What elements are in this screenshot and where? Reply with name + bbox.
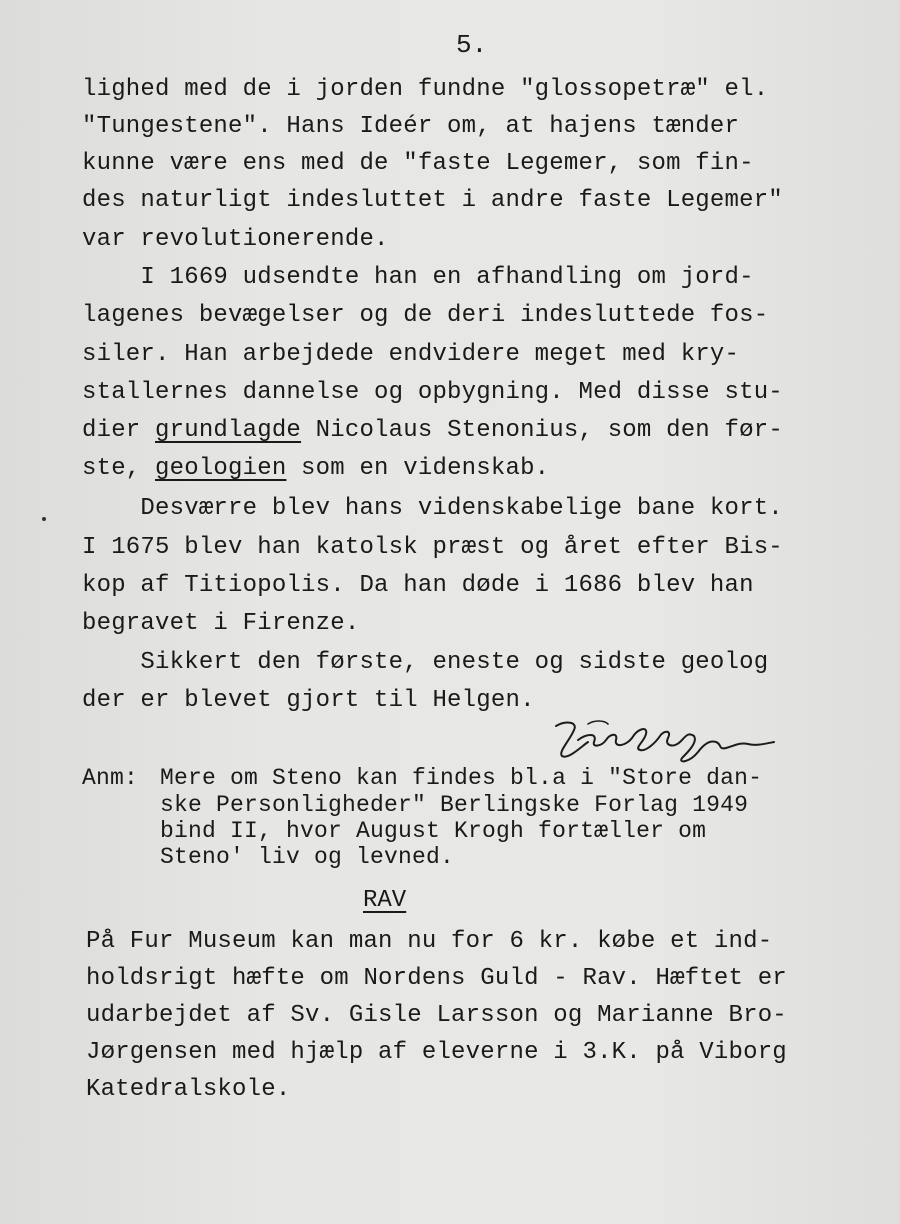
text-line: Sikkert den første, eneste og sidste geolog	[82, 649, 769, 676]
handwritten-signature	[548, 712, 778, 772]
text-line: var revolutionerende.	[82, 226, 389, 253]
page-number: 5.	[456, 30, 488, 60]
text-line: På Fur Museum kan man nu for 6 kr. købe et ind-	[86, 928, 773, 955]
underlined-word-grundlagde: grundlagde	[155, 417, 302, 444]
text-line-geologien	[82, 457, 549, 481]
text-segment: ste,	[82, 455, 156, 482]
text-line: I 1675 blev han katolsk præst og året efter Bis-	[82, 534, 783, 561]
text-segment: Nicolaus Stenonius, som den før-	[301, 417, 783, 444]
text-line: des naturligt indesluttet i andre faste Legemer"	[82, 187, 783, 214]
text-line: I 1669 udsendte han en afhandling om jord-	[82, 264, 754, 291]
text-segment: som en videnskab.	[286, 455, 550, 482]
text-line: udarbejdet af Sv. Gisle Larsson og Marianne Bro-	[86, 1002, 787, 1029]
text-line: siler. Han arbejdede endvidere meget med kry-	[82, 341, 740, 368]
ink-dot	[42, 517, 46, 521]
text-line: kop af Titiopolis. Da han døde i 1686 blev han	[82, 572, 754, 599]
text-line: holdsrigt hæfte om Nordens Guld - Rav. Hæftet er	[86, 965, 787, 992]
text-line: begravet i Firenze.	[82, 610, 360, 637]
text-line: stallernes dannelse og opbygning. Med disse stu-	[82, 379, 783, 406]
underlined-word-geologien: geologien	[155, 455, 287, 482]
note-line: Mere om Steno kan findes bl.a i "Store dan-	[160, 765, 763, 791]
text-line: Desværre blev hans videnskabelige bane kort.	[82, 495, 783, 522]
text-line: "Tungestene". Hans Ideér om, at hajens tænder	[82, 113, 740, 140]
text-line: Jørgensen med hjælp af eleverne i 3.K. på Viborg	[86, 1039, 787, 1066]
text-line: kunne være ens med de "faste Legemer, som fin-	[82, 150, 754, 177]
text-line-grundlagde	[82, 419, 783, 443]
text-line: der er blevet gjort til Helgen.	[82, 687, 535, 714]
section-heading-rav: RAV	[363, 887, 407, 914]
note-label: Anm:	[82, 765, 139, 791]
text-segment: dier	[82, 417, 156, 444]
text-line: lagenes bevægelser og de deri indesluttede fos-	[82, 302, 769, 329]
note-line: bind II, hvor August Krogh fortæller om	[160, 818, 707, 844]
note-line: Steno' liv og levned.	[160, 844, 455, 870]
text-line: lighed med de i jorden fundne "glossopetræ" el.	[82, 76, 769, 103]
text-line: Katedralskole.	[86, 1076, 291, 1103]
note-line: ske Personligheder" Berlingske Forlag 1949	[160, 792, 749, 818]
